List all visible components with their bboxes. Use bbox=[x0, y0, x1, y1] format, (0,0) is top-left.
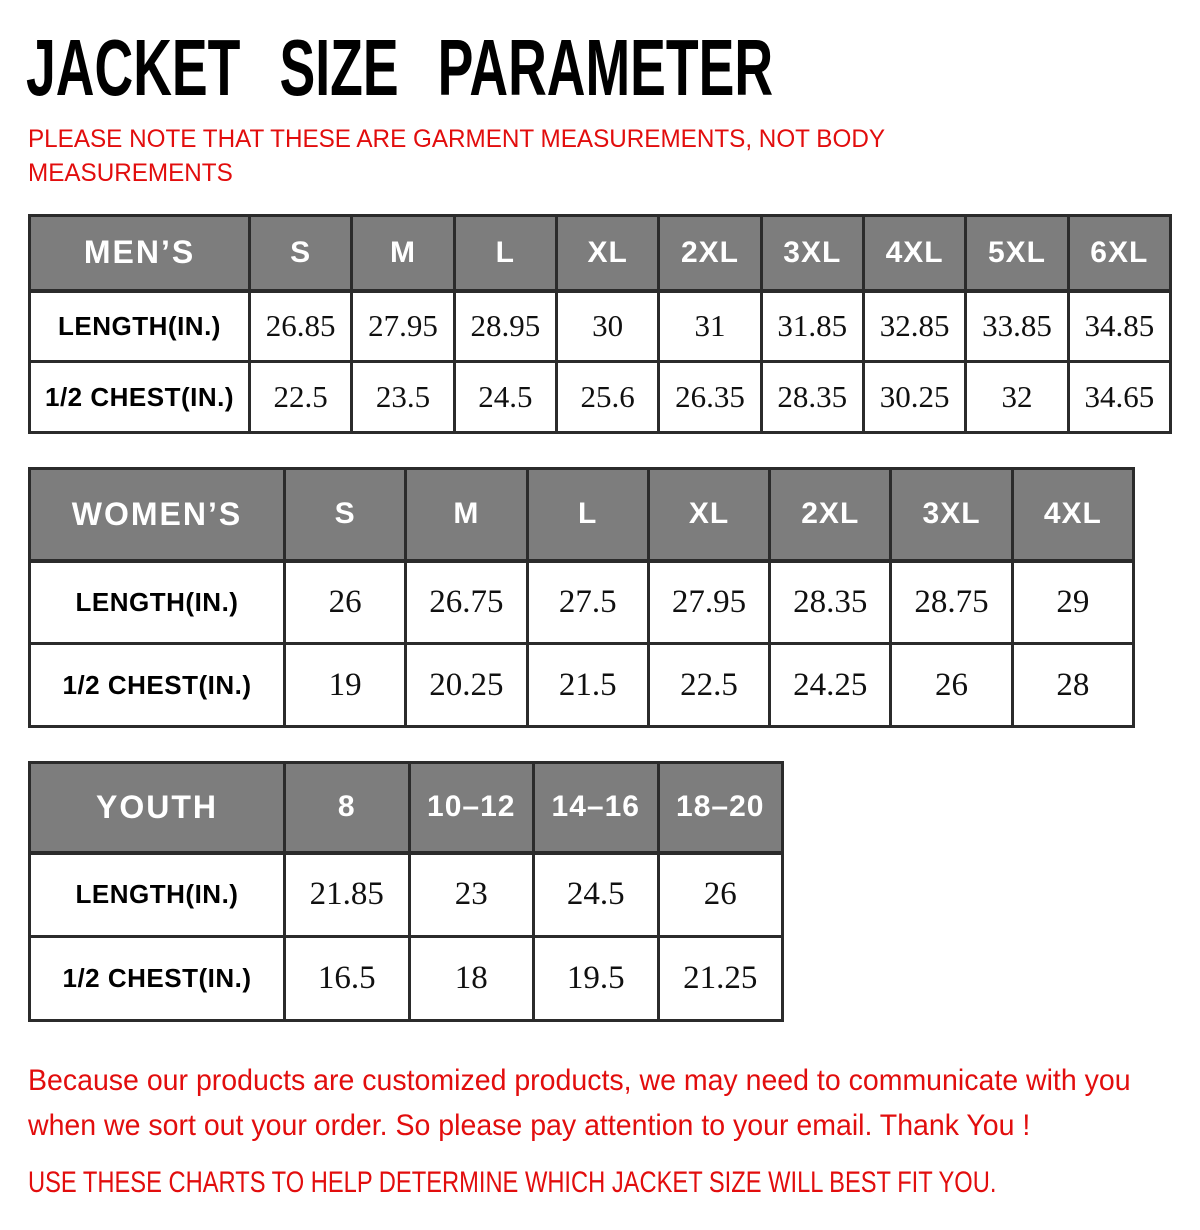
garment-measurement-note bbox=[28, 122, 1165, 190]
mens-size-header-cell: L bbox=[454, 216, 556, 291]
mens-row-label-cell: LENGTH(IN.) bbox=[30, 291, 250, 362]
mens-value-cell: 23.5 bbox=[352, 362, 454, 433]
youth-size-header-cell: 14–16 bbox=[534, 763, 659, 853]
womens-value-cell: 29 bbox=[1012, 561, 1133, 644]
mens-group-label: MEN’S bbox=[30, 216, 250, 291]
mens-size-header-cell: M bbox=[352, 216, 454, 291]
mens-value-cell: 28.35 bbox=[761, 362, 863, 433]
womens-row-label-cell: 1/2 CHEST(IN.) bbox=[30, 644, 285, 727]
youth-value-cell: 24.5 bbox=[534, 853, 659, 937]
mens-measurement-row bbox=[30, 291, 1171, 362]
womens-value-cell: 26.75 bbox=[406, 561, 527, 644]
youth-size-header-cell: 10–12 bbox=[409, 763, 534, 853]
womens-value-cell: 27.95 bbox=[648, 561, 769, 644]
mens-value-cell: 31 bbox=[659, 291, 761, 362]
womens-value-cell: 28 bbox=[1012, 644, 1133, 727]
womens-value-cell: 21.5 bbox=[527, 644, 648, 727]
mens-size-header-cell: S bbox=[250, 216, 352, 291]
womens-size-table bbox=[28, 467, 1135, 728]
mens-value-cell: 34.85 bbox=[1068, 291, 1170, 362]
youth-value-cell: 16.5 bbox=[285, 937, 410, 1021]
mens-value-cell: 24.5 bbox=[454, 362, 556, 433]
womens-value-cell: 19 bbox=[285, 644, 406, 727]
youth-value-cell: 21.85 bbox=[285, 853, 410, 937]
womens-value-cell: 20.25 bbox=[406, 644, 527, 727]
mens-row-label-cell: 1/2 CHEST(IN.) bbox=[30, 362, 250, 433]
womens-group-label: WOMEN’S bbox=[30, 469, 285, 561]
mens-header-row bbox=[30, 216, 1171, 291]
youth-measurement-row bbox=[30, 937, 783, 1021]
garment-measurement-note-line2: MEASUREMENTS bbox=[28, 159, 233, 187]
mens-size-header-cell: XL bbox=[556, 216, 658, 291]
fit-advice-line: USE THESE CHARTS TO HELP DETERMINE WHICH JACKET SIZE WILL BEST FIT YOU. bbox=[28, 1166, 997, 1199]
mens-value-cell: 27.95 bbox=[352, 291, 454, 362]
mens-value-cell: 30 bbox=[556, 291, 658, 362]
garment-measurement-note-line1: PLEASE NOTE THAT THESE ARE GARMENT MEASUREMENTS, NOT BODY bbox=[28, 125, 886, 153]
mens-measurement-row bbox=[30, 362, 1171, 433]
womens-measurement-row bbox=[30, 561, 1134, 644]
mens-value-cell: 31.85 bbox=[761, 291, 863, 362]
youth-size-header-cell: 18–20 bbox=[658, 763, 783, 853]
mens-value-cell: 34.65 bbox=[1068, 362, 1170, 433]
womens-header-row bbox=[30, 469, 1134, 561]
youth-value-cell: 19.5 bbox=[534, 937, 659, 1021]
womens-value-cell: 24.25 bbox=[770, 644, 891, 727]
customization-notice bbox=[28, 1058, 1141, 1148]
womens-size-header-cell: XL bbox=[648, 469, 769, 561]
mens-size-header-cell: 3XL bbox=[761, 216, 863, 291]
womens-size-header-cell: 3XL bbox=[891, 469, 1012, 561]
womens-value-cell: 22.5 bbox=[648, 644, 769, 727]
mens-size-header-cell: 2XL bbox=[659, 216, 761, 291]
womens-size-header-cell: M bbox=[406, 469, 527, 561]
womens-value-cell: 28.75 bbox=[891, 561, 1012, 644]
womens-value-cell: 26 bbox=[285, 561, 406, 644]
mens-size-header-cell: 4XL bbox=[863, 216, 965, 291]
mens-value-cell: 22.5 bbox=[250, 362, 352, 433]
womens-size-header-cell: S bbox=[285, 469, 406, 561]
mens-value-cell: 25.6 bbox=[556, 362, 658, 433]
customization-notice-line2: when we sort out your order. So please pay attention to your email. Thank You ! bbox=[28, 1109, 1031, 1142]
mens-value-cell: 30.25 bbox=[863, 362, 965, 433]
youth-group-label: YOUTH bbox=[30, 763, 285, 853]
mens-value-cell: 32 bbox=[966, 362, 1068, 433]
youth-measurement-row bbox=[30, 853, 783, 937]
mens-size-table bbox=[28, 214, 1172, 434]
mens-value-cell: 26.85 bbox=[250, 291, 352, 362]
mens-size-header-cell: 5XL bbox=[966, 216, 1068, 291]
womens-value-cell: 27.5 bbox=[527, 561, 648, 644]
youth-value-cell: 18 bbox=[409, 937, 534, 1021]
womens-value-cell: 28.35 bbox=[770, 561, 891, 644]
womens-size-header-cell: 4XL bbox=[1012, 469, 1133, 561]
mens-value-cell: 28.95 bbox=[454, 291, 556, 362]
womens-size-header-cell: 2XL bbox=[770, 469, 891, 561]
page-title: JACKET SIZE PARAMETER bbox=[26, 23, 774, 112]
youth-size-header-cell: 8 bbox=[285, 763, 410, 853]
womens-row-label-cell: LENGTH(IN.) bbox=[30, 561, 285, 644]
youth-row-label-cell: LENGTH(IN.) bbox=[30, 853, 285, 937]
youth-value-cell: 23 bbox=[409, 853, 534, 937]
womens-value-cell: 26 bbox=[891, 644, 1012, 727]
jacket-size-chart-page bbox=[0, 23, 1200, 1230]
mens-size-header-cell: 6XL bbox=[1068, 216, 1170, 291]
youth-value-cell: 26 bbox=[658, 853, 783, 937]
mens-value-cell: 32.85 bbox=[863, 291, 965, 362]
mens-value-cell: 26.35 bbox=[659, 362, 761, 433]
youth-size-table bbox=[28, 761, 784, 1022]
womens-size-header-cell: L bbox=[527, 469, 648, 561]
youth-row-label-cell: 1/2 CHEST(IN.) bbox=[30, 937, 285, 1021]
youth-header-row bbox=[30, 763, 783, 853]
mens-value-cell: 33.85 bbox=[966, 291, 1068, 362]
womens-measurement-row bbox=[30, 644, 1134, 727]
size-tables-container bbox=[0, 214, 1200, 1022]
youth-value-cell: 21.25 bbox=[658, 937, 783, 1021]
customization-notice-line1: Because our products are customized products, we may need to communicate with you bbox=[28, 1064, 1131, 1097]
